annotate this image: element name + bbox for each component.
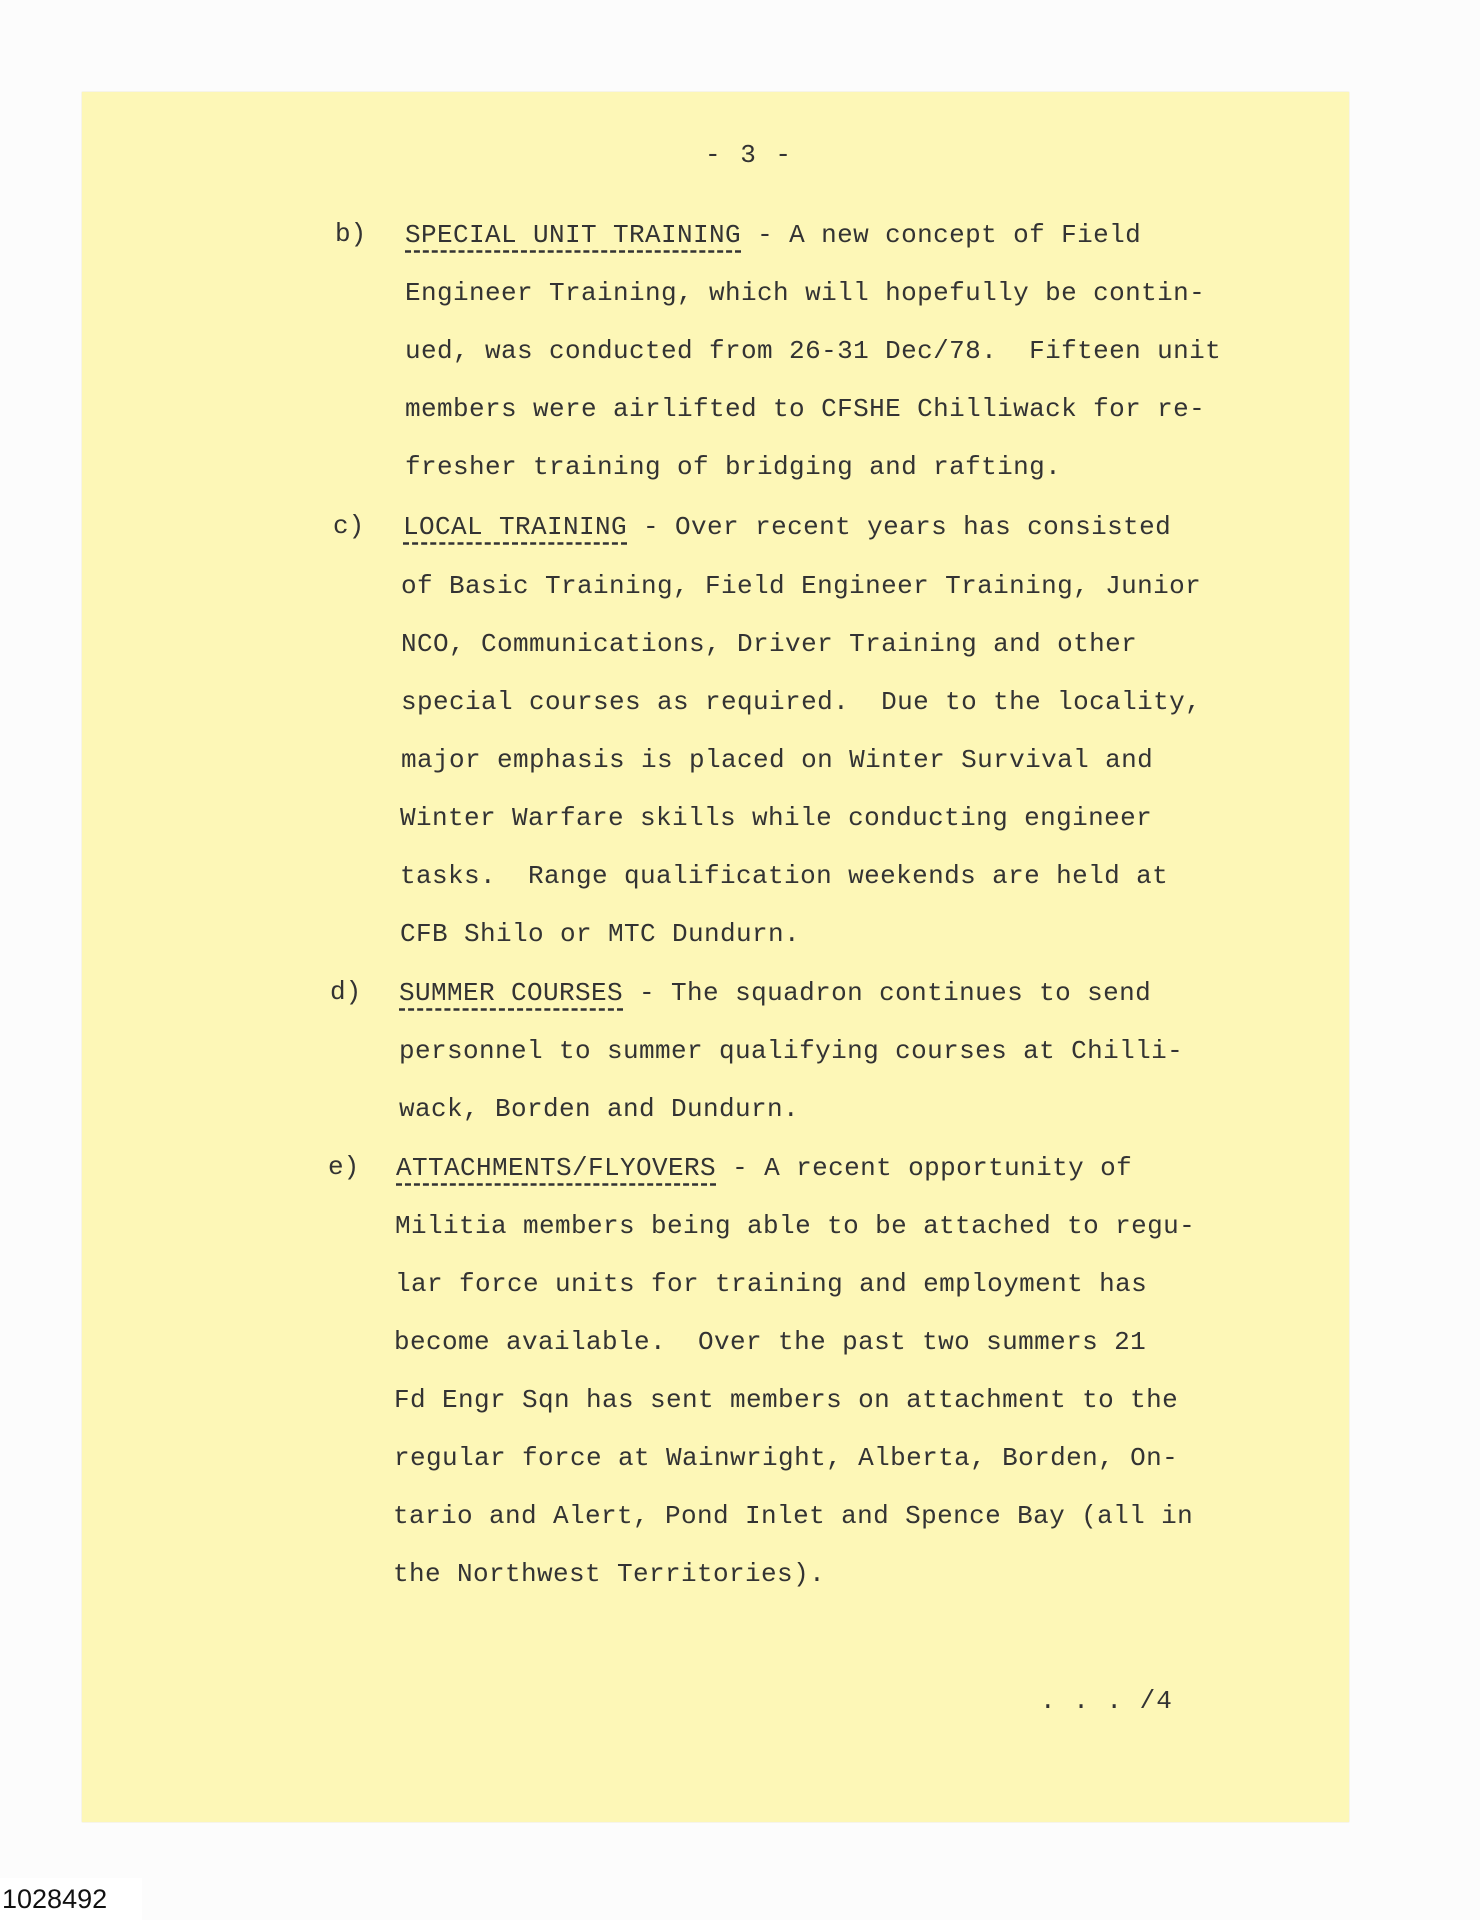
item-first-line: [403, 498, 1171, 556]
item-line: - A new concept of Field: [741, 220, 1142, 250]
item-line: of Basic Training, Field Engineer Training, Junior: [401, 571, 1202, 601]
item-label: e): [328, 1152, 360, 1182]
document-id: 1028492: [0, 1878, 142, 1920]
item-heading: LOCAL TRAINING: [403, 512, 628, 542]
page-number: - 3 -: [705, 140, 794, 170]
item-line: members were airlifted to CFSHE Chilliwack for re-: [405, 394, 1206, 424]
item-heading: SPECIAL UNIT TRAINING: [405, 220, 742, 250]
item-line: become available. Over the past two summers 21: [394, 1327, 1147, 1357]
item-line: major emphasis is placed on Winter Survival and: [401, 745, 1154, 775]
item-first-line: [396, 1139, 1132, 1197]
item-line: - Over recent years has consisted: [627, 512, 1172, 542]
item-first-line: [405, 206, 1141, 264]
item-line: regular force at Wainwright, Alberta, Borden, On-: [394, 1443, 1179, 1473]
item-line: - A recent opportunity of: [716, 1153, 1133, 1183]
item-line: tario and Alert, Pond Inlet and Spence Bay (all in: [393, 1501, 1194, 1531]
item-line: special courses as required. Due to the locality,: [401, 687, 1202, 717]
item-heading: ATTACHMENTS/FLYOVERS: [396, 1153, 717, 1183]
item-heading: SUMMER COURSES: [399, 978, 624, 1008]
item-first-line: [399, 964, 1151, 1022]
item-label: c): [333, 511, 365, 541]
item-line: ued, was conducted from 26-31 Dec/78. Fifteen unit: [405, 336, 1222, 366]
item-line: Fd Engr Sqn has sent members on attachment to the: [394, 1385, 1179, 1415]
item-label: b): [335, 219, 367, 249]
item-line: fresher training of bridging and rafting.: [405, 452, 1062, 482]
item-line: tasks. Range qualification weekends are held at: [400, 861, 1169, 891]
item-line: wack, Borden and Dundurn.: [399, 1094, 800, 1124]
item-line: the Northwest Territories).: [393, 1559, 826, 1589]
item-line: - The squadron continues to send: [623, 978, 1152, 1008]
item-label: d): [330, 977, 362, 1007]
item-line: CFB Shilo or MTC Dundurn.: [400, 919, 801, 949]
item-line: personnel to summer qualifying courses at Chilli-: [399, 1036, 1184, 1066]
item-line: lar force units for training and employment has: [395, 1269, 1148, 1299]
continuation-marker: . . . /4: [1040, 1686, 1173, 1716]
item-line: NCO, Communications, Driver Training and other: [401, 629, 1138, 659]
item-line: Militia members being able to be attached to regu-: [395, 1211, 1196, 1241]
item-line: Winter Warfare skills while conducting engineer: [400, 803, 1153, 833]
item-line: Engineer Training, which will hopefully be contin-: [405, 278, 1206, 308]
